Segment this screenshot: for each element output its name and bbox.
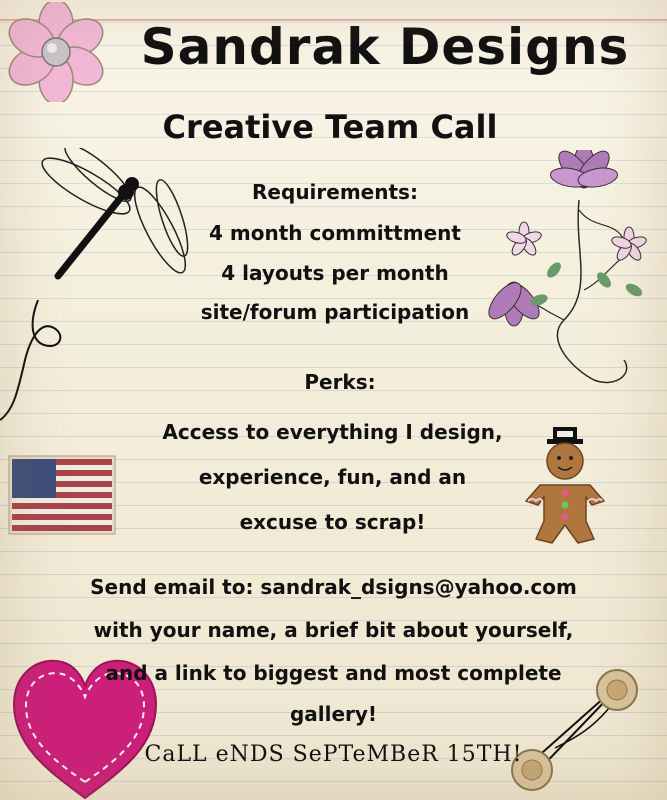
contact-line: with your name, a brief bit about yourself, xyxy=(93,618,574,642)
deadline-text: CaLL eNDS SePTeMBeR 15TH! xyxy=(144,742,523,767)
page-title: Sandrak Designs xyxy=(140,18,630,76)
requirement-item: site/forum participation xyxy=(200,300,470,324)
contact-line: Send email to: sandrak_dsigns@yahoo.com xyxy=(90,575,577,599)
requirements-heading: Requirements: xyxy=(252,180,418,204)
page-subtitle: Creative Team Call xyxy=(162,108,498,146)
perks-heading: Perks: xyxy=(304,370,376,394)
buttons-with-string-icon xyxy=(505,668,655,796)
requirement-item: 4 month committment xyxy=(209,221,461,245)
pink-flower-icon xyxy=(2,2,110,102)
contact-line: gallery! xyxy=(289,702,378,726)
swirl-line-icon xyxy=(0,300,80,430)
contact-line: and a link to biggest and most complete xyxy=(105,661,562,685)
perks-line: excuse to scrap! xyxy=(239,510,426,534)
perks-line: experience, fun, and an xyxy=(198,465,467,489)
perks-line: Access to everything I design, xyxy=(162,420,503,444)
requirement-item: 4 layouts per month xyxy=(221,261,449,285)
